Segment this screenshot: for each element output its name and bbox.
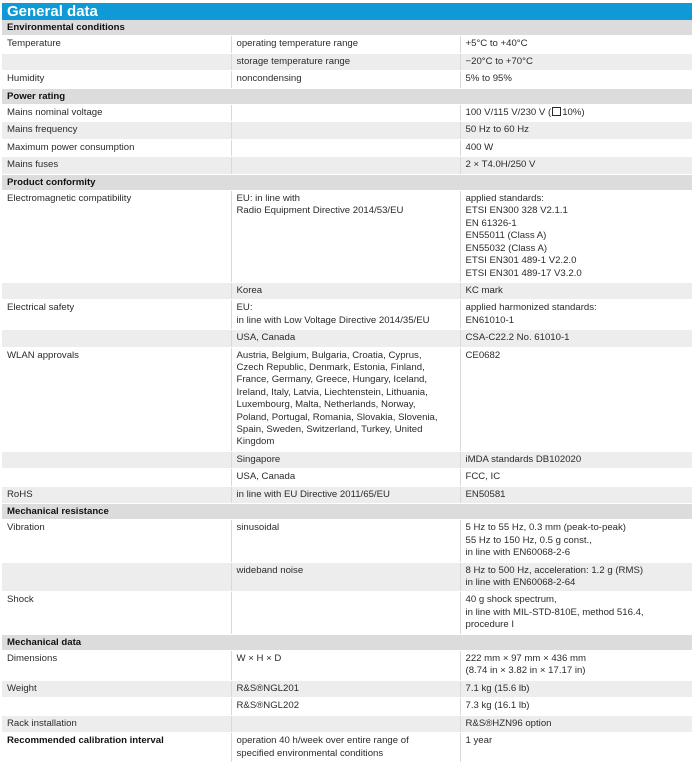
spec-table xyxy=(2,20,692,763)
table-row xyxy=(2,157,692,174)
table-row xyxy=(2,451,692,468)
table-row xyxy=(2,651,692,681)
condition-cell: USA, Canada xyxy=(231,330,460,347)
value-cell: +5°C to +40°C xyxy=(460,36,692,53)
parameter-cell: Dimensions xyxy=(2,651,231,681)
value-cell: 5 Hz to 55 Hz, 0.3 mm (peak-to-peak) 55 Hz to 150 Hz, 0.5 g const., in line with EN60068-2-6 xyxy=(460,520,692,562)
checkbox-icon xyxy=(552,107,561,116)
parameter-cell: Mains nominal voltage xyxy=(2,105,231,122)
condition-cell xyxy=(231,139,460,156)
parameter-cell: WLAN approvals xyxy=(2,347,231,451)
table-row xyxy=(2,347,692,451)
section-heading: Mechanical resistance xyxy=(2,504,692,520)
parameter-cell: Mains fuses xyxy=(2,157,231,174)
condition-cell: R&S®NGL201 xyxy=(231,680,460,697)
table-row xyxy=(2,105,692,122)
table-row xyxy=(2,733,692,763)
value-cell: 2 × T4.0H/250 V xyxy=(460,157,692,174)
parameter-cell: RoHS xyxy=(2,486,231,503)
table-row xyxy=(2,282,692,299)
parameter-cell: Rack installation xyxy=(2,715,231,732)
section-heading: Mechanical data xyxy=(2,634,692,650)
section-heading: Power rating xyxy=(2,88,692,104)
section-heading-row xyxy=(2,174,692,190)
condition-cell: W × H × D xyxy=(231,651,460,681)
parameter-cell: Vibration xyxy=(2,520,231,562)
parameter-cell xyxy=(2,282,231,299)
value-cell: applied harmonized standards: EN61010-1 xyxy=(460,300,692,330)
value-cell: EN50581 xyxy=(460,486,692,503)
parameter-cell xyxy=(2,469,231,486)
condition-cell: USA, Canada xyxy=(231,469,460,486)
table-row xyxy=(2,71,692,88)
table-row xyxy=(2,191,692,283)
parameter-cell xyxy=(2,330,231,347)
table-row xyxy=(2,680,692,697)
condition-cell: wideband noise xyxy=(231,562,460,592)
table-row xyxy=(2,53,692,70)
section-heading-row xyxy=(2,504,692,520)
condition-cell xyxy=(231,157,460,174)
condition-cell: in line with EU Directive 2011/65/EU xyxy=(231,486,460,503)
condition-cell: operating temperature range xyxy=(231,36,460,53)
condition-cell: Korea xyxy=(231,282,460,299)
section-heading-row xyxy=(2,88,692,104)
value-cell: 50 Hz to 60 Hz xyxy=(460,122,692,139)
condition-cell: R&S®NGL202 xyxy=(231,698,460,715)
table-row xyxy=(2,486,692,503)
condition-cell xyxy=(231,122,460,139)
value-cell: R&S®HZN96 option xyxy=(460,715,692,732)
section-heading-row xyxy=(2,20,692,36)
value-cell: 400 W xyxy=(460,139,692,156)
parameter-cell: Temperature xyxy=(2,36,231,53)
table-row xyxy=(2,36,692,53)
table-row xyxy=(2,562,692,592)
section-heading: Product conformity xyxy=(2,174,692,190)
value-cell: 7.1 kg (15.6 lb) xyxy=(460,680,692,697)
parameter-cell: Weight xyxy=(2,680,231,697)
value-cell: FCC, IC xyxy=(460,469,692,486)
condition-cell xyxy=(231,105,460,122)
value-cell: KC mark xyxy=(460,282,692,299)
parameter-cell: Mains frequency xyxy=(2,122,231,139)
value-cell: −20°C to +70°C xyxy=(460,53,692,70)
value-cell: 100 V/115 V/230 V ( 10%) xyxy=(460,105,692,122)
table-row xyxy=(2,330,692,347)
value-cell: 222 mm × 97 mm × 436 mm (8.74 in × 3.82 in × 17.17 in) xyxy=(460,651,692,681)
value-cell: iMDA standards DB102020 xyxy=(460,451,692,468)
condition-cell xyxy=(231,715,460,732)
section-heading: Environmental conditions xyxy=(2,20,692,36)
parameter-cell xyxy=(2,53,231,70)
table-row xyxy=(2,520,692,562)
parameter-cell xyxy=(2,451,231,468)
table-row xyxy=(2,139,692,156)
condition-cell: EU: in line with Radio Equipment Directive 2014/53/EU xyxy=(231,191,460,283)
table-row xyxy=(2,300,692,330)
parameter-cell xyxy=(2,698,231,715)
parameter-cell: Humidity xyxy=(2,71,231,88)
value-cell: 40 g shock spectrum, in line with MIL-STD-810E, method 516.4, procedure I xyxy=(460,592,692,634)
value-cell: 8 Hz to 500 Hz, acceleration: 1.2 g (RMS) in line with EN60068-2-64 xyxy=(460,562,692,592)
value-cell: 7.3 kg (16.1 lb) xyxy=(460,698,692,715)
table-row xyxy=(2,715,692,732)
value-cell: CE0682 xyxy=(460,347,692,451)
condition-cell xyxy=(231,592,460,634)
parameter-cell: Electrical safety xyxy=(2,300,231,330)
parameter-cell: Electromagnetic compatibility xyxy=(2,191,231,283)
table-row xyxy=(2,592,692,634)
condition-cell: Austria, Belgium, Bulgaria, Croatia, Cyprus, Czech Republic, Denmark, Estonia, Finland, France, Germany, Greece, Hungary, Iceland, Ireland, Italy, Latvia, Liechtenstein, Lithuania, Luxembourg, Malta, Netherlands, Norway, Poland, Portugal, Romania, Slovakia, Slovenia, Spain, Sweden, Switzerland, Turkey, United Kingdom xyxy=(231,347,460,451)
condition-cell: noncondensing xyxy=(231,71,460,88)
table-row xyxy=(2,122,692,139)
table-row xyxy=(2,469,692,486)
general-data-sheet xyxy=(2,3,692,763)
parameter-cell xyxy=(2,562,231,592)
parameter-cell: Maximum power consumption xyxy=(2,139,231,156)
condition-cell: Singapore xyxy=(231,451,460,468)
condition-cell: EU: in line with Low Voltage Directive 2014/35/EU xyxy=(231,300,460,330)
table-row xyxy=(2,698,692,715)
page-title: General data xyxy=(2,3,692,20)
value-cell: 5% to 95% xyxy=(460,71,692,88)
value-cell: applied standards: ETSI EN300 328 V2.1.1 EN 61326-1 EN55011 (Class A) EN55032 (Class A) ETSI EN301 489-1 V2.2.0 ETSI EN301 489-17 V3.2.0 xyxy=(460,191,692,283)
condition-cell: sinusoidal xyxy=(231,520,460,562)
condition-cell: storage temperature range xyxy=(231,53,460,70)
parameter-cell: Recommended calibration interval xyxy=(2,733,231,763)
parameter-cell: Shock xyxy=(2,592,231,634)
section-heading-row xyxy=(2,634,692,650)
condition-cell: operation 40 h/week over entire range of specified environmental conditions xyxy=(231,733,460,763)
value-cell: 1 year xyxy=(460,733,692,763)
value-cell: CSA-C22.2 No. 61010-1 xyxy=(460,330,692,347)
